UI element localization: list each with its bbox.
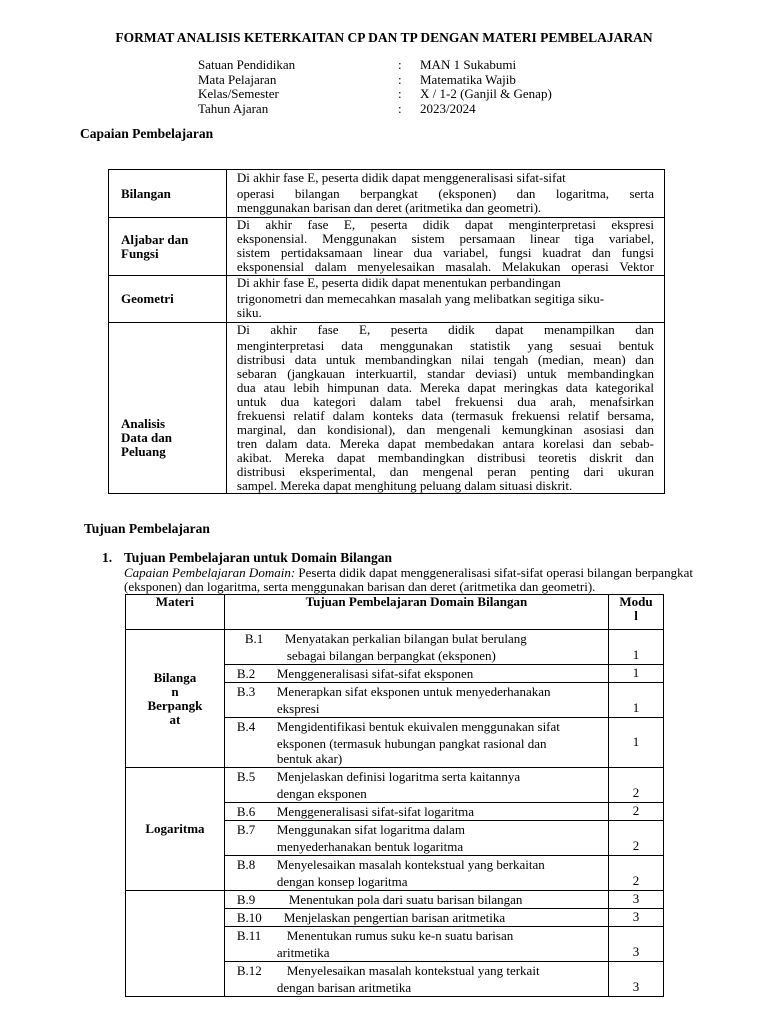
tp-code: B.6	[236, 804, 256, 819]
tp-objective	[224, 803, 608, 821]
tp-line: Menyatakan perkalian bilangan bulat berulang	[284, 631, 527, 646]
tp-line: dengan konsep logaritma	[276, 874, 408, 889]
tp-objective	[224, 962, 608, 997]
tp-code: B.10	[236, 910, 262, 925]
identity-sep: :	[398, 86, 402, 101]
cp-domain: Bilangan	[109, 170, 227, 218]
tp-line: Menjelaskan definisi logaritma serta kaitannya	[276, 769, 521, 784]
identity-label: Satuan Pendidikan	[198, 57, 296, 72]
tp-materi: Logaritma	[126, 768, 225, 891]
tp-line: aritmetika	[276, 945, 330, 960]
tp-modul: 3	[609, 962, 664, 997]
cp-text	[226, 170, 664, 218]
tp-code: B.7	[236, 822, 256, 837]
tp-line: dengan eksponen	[276, 786, 367, 801]
tp-table	[125, 594, 664, 997]
tp-line: Menerapkan sifat eksponen untuk menyederhanakan	[276, 684, 551, 699]
tp-line: Menjelaskan pengertian barisan aritmetika	[283, 910, 506, 925]
tp-modul: 2	[609, 768, 664, 803]
tp-cp-domain	[124, 566, 714, 594]
cp-text	[226, 276, 664, 323]
tp-cp-text: Peserta didik dapat menggeneralisasi sifat-sifat operasi bilangan berpangkat (eksponen) dan logaritma, serta menggunakan barisan dan deret (aritmetika dan geometri).	[124, 565, 693, 594]
cp-line: Di akhir fase E, peserta didik dapat menentukan perbandingan	[236, 275, 561, 290]
tp-modul: 2	[609, 821, 664, 856]
identity-value: X / 1-2 (Ganjil & Genap)	[420, 86, 552, 101]
table-row	[126, 768, 664, 803]
tp-line: menyederhanakan bentuk logaritma	[276, 839, 464, 854]
tp-code: B.4	[236, 719, 256, 734]
tp-objective	[224, 821, 608, 856]
identity-row	[198, 58, 552, 73]
tp-cp-label: Capaian Pembelajaran Domain:	[124, 565, 296, 580]
tp-modul: 2	[609, 803, 664, 821]
cp-line: distribusi eksperimental, dan mengenal peran penting dari ukuran	[236, 464, 654, 479]
tp-line: ekspresi	[276, 701, 320, 716]
identity-sep: :	[398, 100, 402, 116]
cp-row	[109, 276, 665, 323]
tp-objective	[224, 683, 608, 718]
identity-row	[198, 73, 552, 88]
identity-value: 2023/2024	[420, 100, 476, 116]
tp-code: B.5	[236, 769, 256, 784]
tp-code: B.11	[236, 928, 262, 943]
table-row	[126, 630, 664, 665]
identity-label: Tahun Ajaran	[198, 100, 269, 116]
tp-code: B.12	[236, 963, 262, 978]
tp-header-tujuan: Tujuan Pembelajaran Domain Bilangan	[224, 595, 608, 630]
tp-header-materi: Materi	[126, 595, 225, 630]
cp-text	[226, 218, 664, 276]
tp-item-heading	[102, 550, 392, 566]
tp-code: B.9	[236, 892, 256, 907]
cp-line: eksponensial. Menggunakan sistem persamaan linear tiga variabel,	[236, 231, 654, 246]
tp-objective	[224, 856, 608, 891]
tp-header-modul: Modu l	[609, 595, 664, 630]
tp-modul: 3	[609, 909, 664, 927]
cp-table	[108, 169, 665, 494]
cp-line: operasi bilangan berpangkat (eksponen) dan logaritma, serta	[236, 186, 654, 201]
cp-row	[109, 170, 665, 218]
identity-block	[198, 58, 552, 116]
tp-line: Menggeneralisasi sifat-sifat eksponen	[276, 666, 474, 681]
identity-value: Matematika Wajib	[420, 71, 516, 87]
tp-line: Menentukan rumus suku ke-n suatu barisan	[286, 928, 514, 943]
identity-sep: :	[398, 71, 402, 87]
cp-heading: Capaian Pembelajaran	[80, 126, 214, 141]
cp-line: Di akhir fase E, peserta didik dapat menampilkan dan	[236, 322, 654, 337]
tp-line: sebagai bilangan berpangkat (eksponen)	[286, 648, 496, 663]
tp-modul: 3	[609, 927, 664, 962]
tp-line: Menggunakan sifat logaritma dalam	[276, 822, 465, 837]
cp-line: Di akhir fase E, peserta didik dapat menginterpretasi ekspresi	[236, 217, 654, 232]
cp-line: distribusi data untuk membandingkan nilai tengah (median, mean) dan	[236, 352, 654, 367]
tp-line: eksponen (termasuk hubungan pangkat rasional dan	[276, 736, 547, 751]
cp-line: frekuensi relatif dalam konteks data (termasuk frekuensi relatif bersama,	[236, 408, 654, 423]
tp-objective	[224, 665, 608, 683]
cp-row	[109, 323, 665, 494]
cp-line: dua atau lebih himpunan data. Mereka dapat meringkas data kategorikal	[236, 380, 654, 395]
tp-modul: 1	[609, 630, 664, 665]
table-row	[126, 891, 664, 909]
tp-code: B.1	[244, 631, 264, 646]
identity-row	[198, 102, 552, 117]
tp-header-row	[126, 595, 664, 630]
identity-sep: :	[398, 57, 402, 72]
tp-item-title: Tujuan Pembelajaran untuk Domain Bilangan	[124, 550, 393, 565]
tp-modul: 1	[609, 683, 664, 718]
cp-line: akibat. Mereka dapat membandingkan distribusi teoretis diskrit dan	[236, 450, 654, 465]
tp-materi	[126, 891, 225, 997]
cp-line: trigonometri dan memecahkan masalah yang melibatkan segitiga siku-	[236, 291, 605, 306]
tp-modul: 2	[609, 856, 664, 891]
identity-value: MAN 1 Sukabumi	[420, 57, 517, 72]
cp-line: marginal, dan kondisional), dan mengenali kemungkinan asosiasi dan	[236, 422, 654, 437]
document-title: FORMAT ANALISIS KETERKAITAN CP DAN TP DENGAN MATERI PEMBELAJARAN	[115, 30, 653, 45]
identity-row	[198, 87, 552, 102]
tp-line: Menggeneralisasi sifat-sifat logaritma	[276, 804, 474, 819]
cp-line: Di akhir fase E, peserta didik dapat menggeneralisasi sifat-sifat	[236, 170, 566, 185]
tp-modul: 1	[609, 665, 664, 683]
cp-line: sampel. Mereka dapat menghitung peluang dalam situasi diskrit.	[236, 478, 573, 493]
tp-materi: Bilanga n Berpangk at	[126, 630, 225, 768]
cp-line: menginterpretasi data menggunakan statistik yang sesuai bentuk	[236, 338, 654, 353]
tp-line: Mengidentifikasi bentuk ekuivalen menggunakan sifat	[276, 719, 560, 734]
identity-label: Kelas/Semester	[198, 86, 279, 101]
tp-line: Menentukan pola dari suatu barisan bilangan	[288, 892, 523, 907]
cp-line: menggunakan barisan dan deret (aritmetika dan geometri).	[236, 200, 542, 215]
cp-line: untuk dua kategori dalam tabel frekuensi dua arah, menafsirkan	[236, 394, 654, 409]
tp-line: dengan barisan aritmetika	[276, 980, 412, 995]
tp-objective	[224, 891, 608, 909]
tp-line: Menyelesaikan masalah kontekstual yang terkait	[286, 963, 540, 978]
cp-domain	[109, 323, 227, 494]
cp-text	[226, 323, 664, 494]
tp-objective	[224, 718, 608, 768]
tp-objective	[224, 909, 608, 927]
tp-line: Menyelesaikan masalah kontekstual yang berkaitan	[276, 857, 545, 872]
tp-code: B.2	[236, 666, 256, 681]
cp-row	[109, 218, 665, 276]
cp-line: tren dalam data. Mereka dapat membedakan antara korelasi dan sebab-	[236, 436, 654, 451]
cp-domain: Aljabar dan Fungsi	[109, 218, 227, 276]
cp-domain-text: Analisis Data dan Peluang	[121, 416, 172, 459]
identity-label: Mata Pelajaran	[198, 71, 277, 87]
tp-heading: Tujuan Pembelajaran	[84, 521, 210, 536]
cp-line: sistem pertidaksamaan linear dua variabel, fungsi kuadrat dan fungsi	[236, 245, 654, 260]
tp-objective	[224, 768, 608, 803]
tp-code: B.3	[236, 684, 256, 699]
tp-line: bentuk akar)	[276, 751, 343, 766]
cp-domain: Geometri	[109, 276, 227, 323]
tp-modul: 3	[609, 891, 664, 909]
tp-objective	[224, 927, 608, 962]
tp-code: B.8	[236, 857, 256, 872]
tp-objective	[224, 630, 608, 665]
cp-line: siku.	[236, 305, 262, 320]
tp-item-number: 1.	[102, 550, 113, 565]
cp-line: eksponensial dalam menyelesaikan masalah. Melakukan operasi Vektor	[236, 259, 654, 274]
cp-line: sebaran (jangkauan interkuartil, standar deviasi) untuk membandingkan	[236, 366, 654, 381]
tp-modul: 1	[609, 718, 664, 768]
